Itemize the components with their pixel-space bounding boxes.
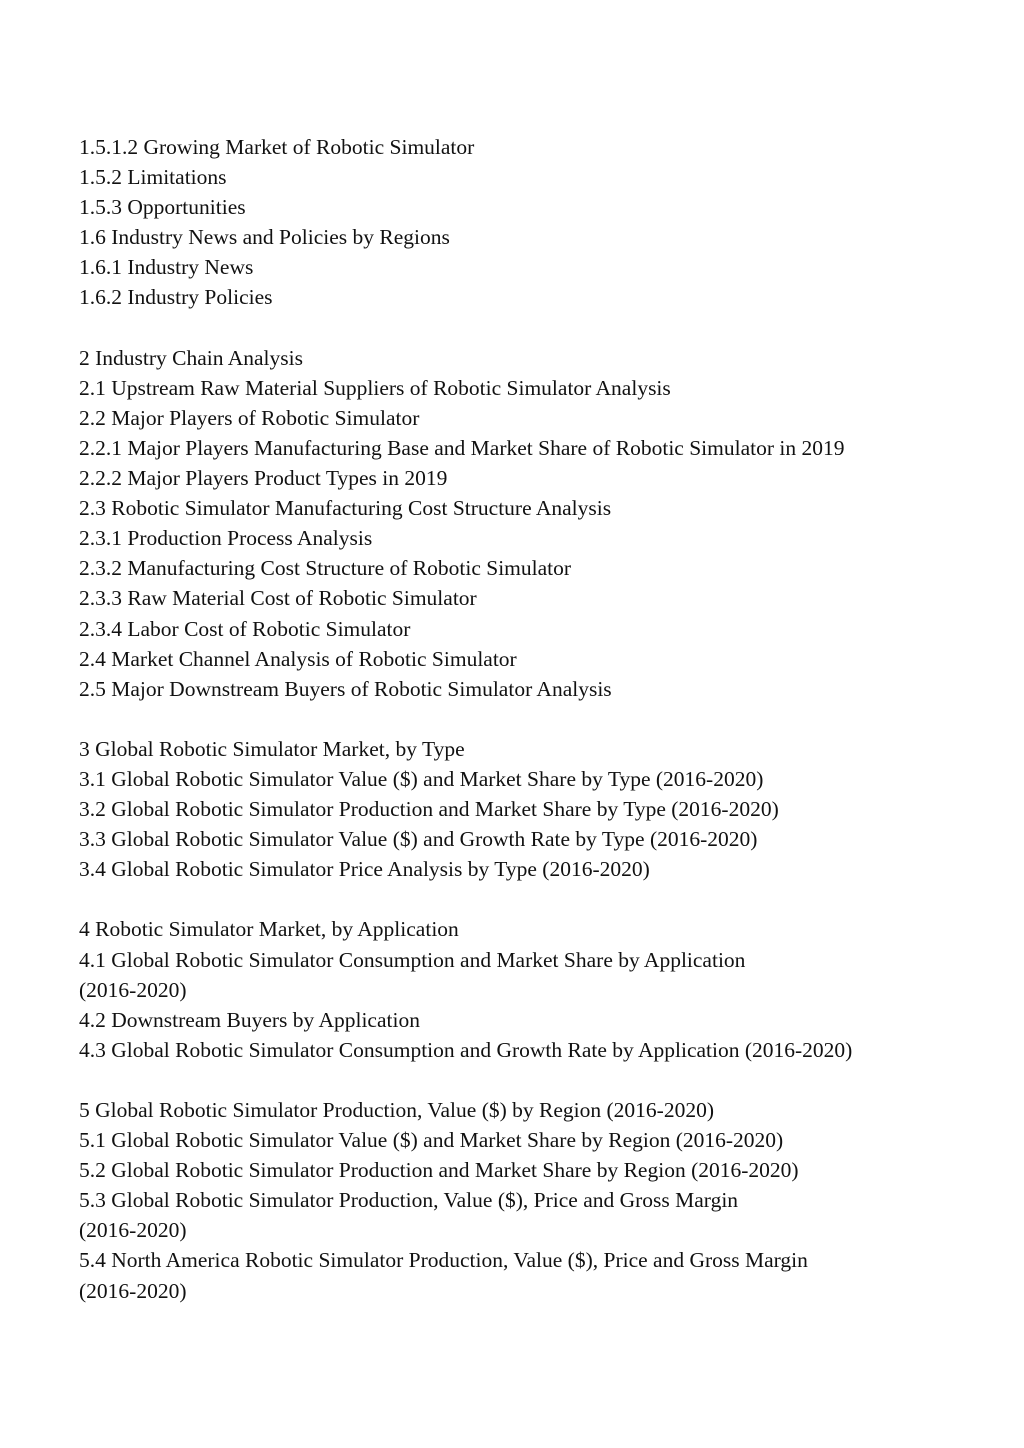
toc-line: (2016-2020) [79,977,187,1002]
toc-section-5 [79,1095,979,1306]
toc-line: 2 Industry Chain Analysis [79,345,303,370]
toc-line: 2.3.3 Raw Material Cost of Robotic Simulator [79,586,477,611]
toc-line: 1.6 Industry News and Policies by Regions [79,225,450,250]
toc-line: 4.3 Global Robotic Simulator Consumption and Growth Rate by Application (2016-2020) [79,1037,853,1062]
toc-line: 2.3.1 Production Process Analysis [79,526,373,551]
toc-line: 1.6.1 Industry News [79,255,254,280]
toc-line: 4.2 Downstream Buyers by Application [79,1007,420,1032]
toc-section-4 [79,914,979,1064]
toc-section-2 [79,343,979,704]
table-of-contents [79,132,979,1306]
section-spacer [79,704,979,734]
toc-line: 4.1 Global Robotic Simulator Consumption and Market Share by Application [79,947,746,972]
section-spacer [79,1065,979,1095]
toc-line: 3.2 Global Robotic Simulator Production and Market Share by Type (2016-2020) [79,797,779,822]
section-spacer [79,313,979,343]
toc-line: 2.2.2 Major Players Product Types in 2019 [79,466,448,491]
toc-line: 2.3 Robotic Simulator Manufacturing Cost Structure Analysis [79,496,612,521]
toc-line: (2016-2020) [79,1218,187,1243]
toc-line: 2.2 Major Players of Robotic Simulator [79,405,420,430]
toc-line: 1.6.2 Industry Policies [79,285,273,310]
section-spacer [79,884,979,914]
toc-line: 2.1 Upstream Raw Material Suppliers of Robotic Simulator Analysis [79,375,671,400]
toc-line: 1.5.2 Limitations [79,165,227,190]
toc-line: 3.3 Global Robotic Simulator Value ($) and Growth Rate by Type (2016-2020) [79,827,758,852]
toc-section-1 [79,132,979,313]
toc-line: 2.3.4 Labor Cost of Robotic Simulator [79,616,411,641]
toc-line: 5.4 North America Robotic Simulator Production, Value ($), Price and Gross Margin [79,1248,808,1273]
toc-line: 3 Global Robotic Simulator Market, by Type [79,736,465,761]
toc-line: 2.2.1 Major Players Manufacturing Base and Market Share of Robotic Simulator in 2019 [79,435,845,460]
toc-line: 5 Global Robotic Simulator Production, Value ($) by Region (2016-2020) [79,1098,714,1122]
toc-line: 5.1 Global Robotic Simulator Value ($) and Market Share by Region (2016-2020) [79,1128,784,1153]
toc-line: 2.3.2 Manufacturing Cost Structure of Robotic Simulator [79,556,572,581]
toc-line: 5.3 Global Robotic Simulator Production, Value ($), Price and Gross Margin [79,1188,739,1213]
toc-line: 2.5 Major Downstream Buyers of Robotic Simulator Analysis [79,676,612,701]
toc-line: (2016-2020) [79,1278,187,1303]
toc-line: 2.4 Market Channel Analysis of Robotic Simulator [79,646,517,671]
toc-line: 5.2 Global Robotic Simulator Production and Market Share by Region (2016-2020) [79,1158,799,1183]
toc-section-3 [79,734,979,884]
toc-line: 3.4 Global Robotic Simulator Price Analysis by Type (2016-2020) [79,857,650,882]
toc-line: 3.1 Global Robotic Simulator Value ($) and Market Share by Type (2016-2020) [79,766,764,791]
toc-line: 1.5.3 Opportunities [79,195,246,220]
toc-line: 1.5.1.2 Growing Market of Robotic Simulator [79,135,475,159]
toc-line: 4 Robotic Simulator Market, by Application [79,917,459,942]
